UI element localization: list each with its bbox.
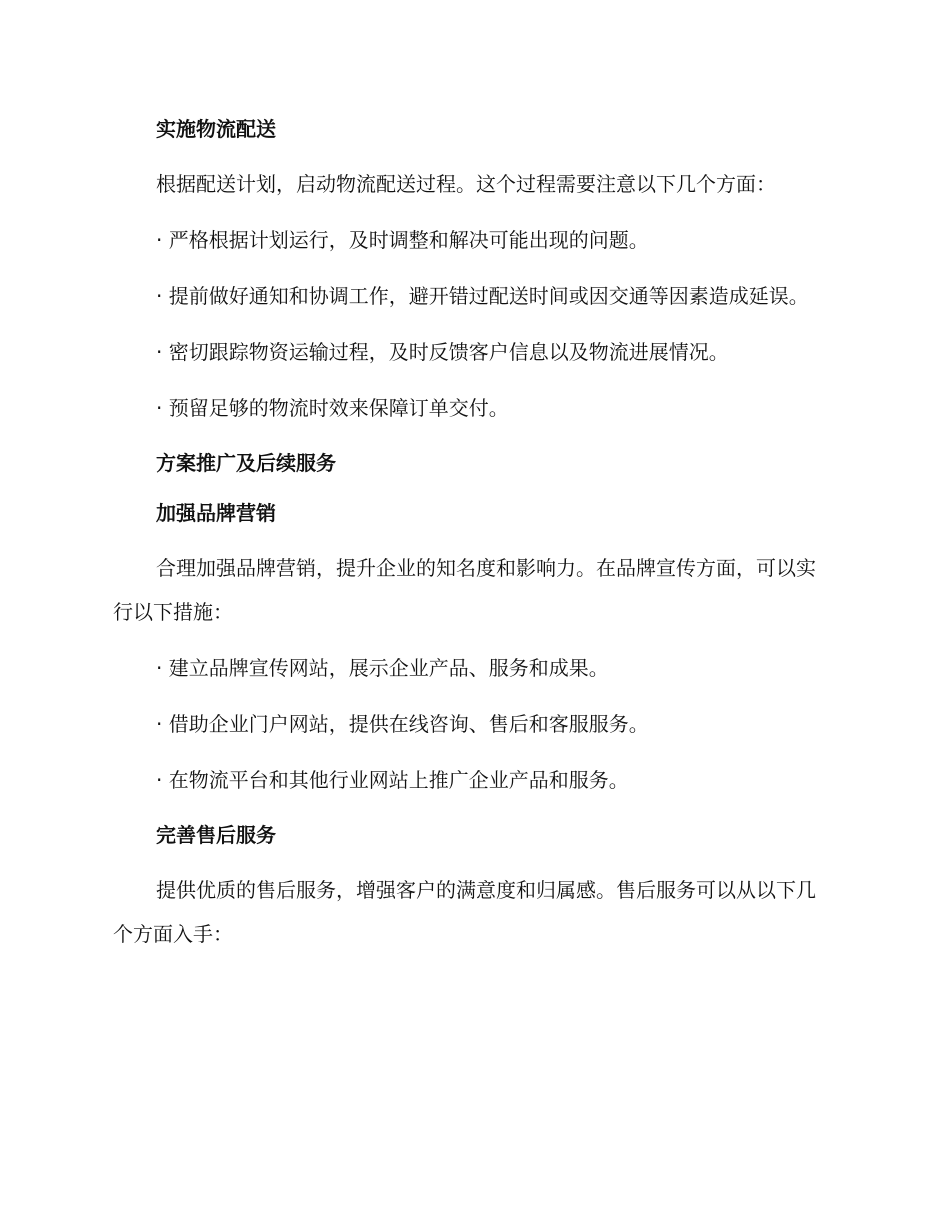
bullet-item: · 预留足够的物流时效来保障订单交付。	[156, 396, 509, 420]
section-heading-delivery: 实施物流配送	[156, 117, 276, 141]
section-heading-promotion: 方案推广及后续服务	[156, 451, 336, 475]
bullet-item: · 提前做好通知和协调工作，避开错过配送时间或因交通等因素造成延误。	[156, 284, 809, 308]
bullet-item: · 密切跟踪物资运输过程，及时反馈客户信息以及物流进展情况。	[156, 340, 729, 364]
bullet-item: · 在物流平台和其他行业网站上推广企业产品和服务。	[156, 768, 629, 792]
bullet-item: · 借助企业门户网站，提供在线咨询、售后和客服服务。	[156, 712, 649, 736]
section-heading-brand: 加强品牌营销	[156, 501, 276, 525]
bullet-item: · 严格根据计划运行，及时调整和解决可能出现的问题。	[156, 228, 649, 252]
section-heading-aftersales: 完善售后服务	[156, 823, 276, 847]
paragraph-aftersales-intro: 提供优质的售后服务，增强客户的满意度和归属感。售后服务可以从以下几个方面入手：	[113, 878, 816, 946]
paragraph-brand-intro: 合理加强品牌营销，提升企业的知名度和影响力。在品牌宣传方面，可以实行以下措施：	[113, 556, 816, 624]
paragraph-delivery-intro: 根据配送计划，启动物流配送过程。这个过程需要注意以下几个方面：	[156, 172, 776, 196]
bullet-item: · 建立品牌宣传网站，展示企业产品、服务和成果。	[156, 656, 609, 680]
document-body	[113, 110, 833, 956]
